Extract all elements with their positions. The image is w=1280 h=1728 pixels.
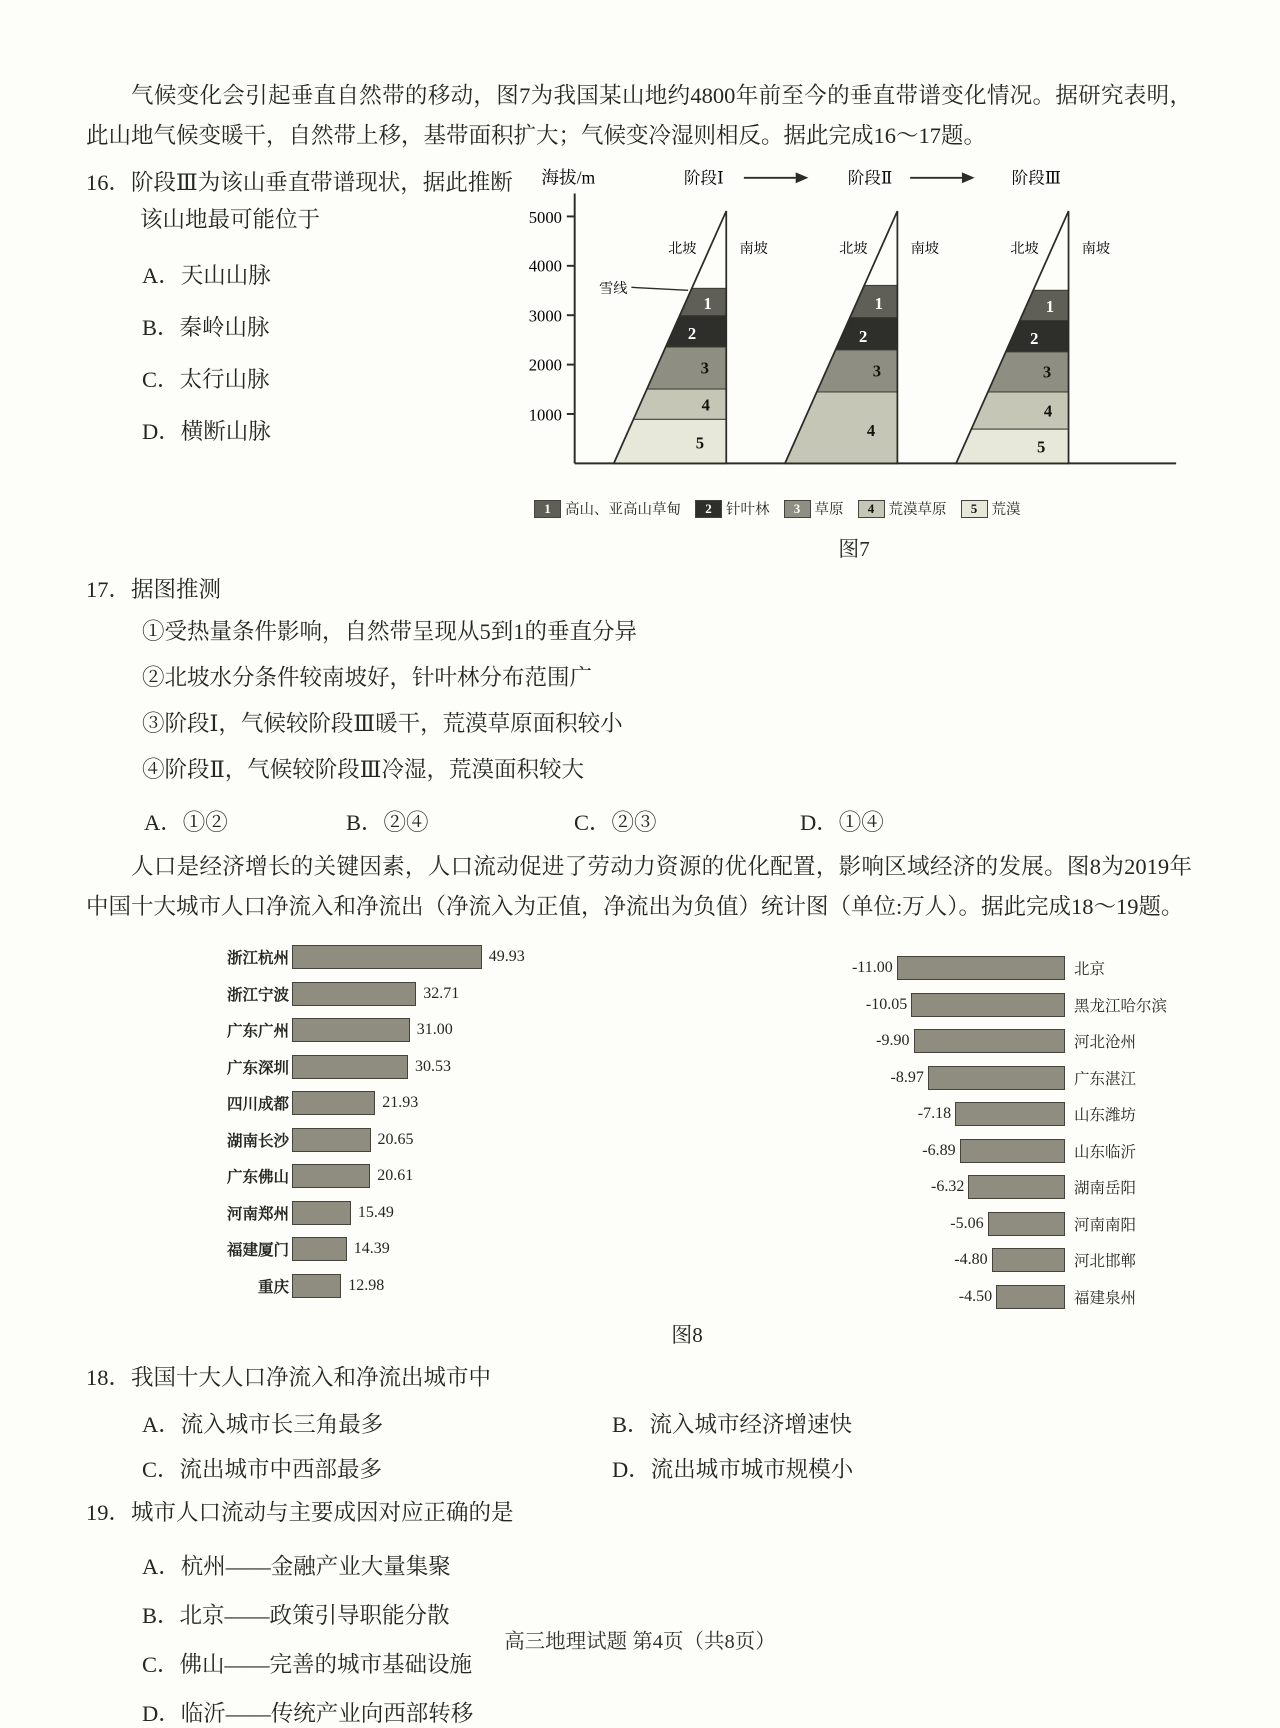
city-label: 广东广州 — [226, 1023, 289, 1041]
question-stem-text: 我国十大人口净流入和净流出城市中 — [131, 1365, 492, 1390]
question-number: 17． — [86, 577, 132, 602]
bar-row — [182, 1049, 707, 1086]
tick-label: 5000 — [528, 207, 562, 227]
city-label: 福建厦门 — [226, 1242, 289, 1260]
legend-label: 草原 — [814, 502, 844, 518]
question-18-stem — [86, 1359, 1192, 1397]
city-label: 湖南长沙 — [226, 1132, 289, 1150]
city-label: 山东潍坊 — [1074, 1107, 1137, 1125]
bar-row — [182, 939, 707, 976]
snowline-pointer — [631, 287, 688, 290]
outflow-chart — [707, 939, 1187, 1315]
statement-line: ④阶段Ⅱ，气候较阶段Ⅲ冷湿，荒漠面积较大 — [142, 757, 584, 782]
question-18 — [86, 1359, 1192, 1484]
outflow-bar — [996, 1285, 1065, 1309]
page-footer: 高三地理试题 第4页（共8页） — [504, 1631, 776, 1653]
outflow-bar — [960, 1139, 1065, 1163]
bar-row — [707, 987, 1187, 1024]
legend-swatch: 4 — [858, 500, 885, 518]
arrow-icon — [796, 172, 809, 183]
bar-value: -4.50 — [958, 1287, 993, 1305]
option-label: D． — [142, 419, 181, 444]
option — [574, 803, 800, 843]
option — [612, 1407, 1192, 1439]
outflow-bar — [968, 1175, 1065, 1199]
outflow-bar — [897, 956, 1065, 980]
city-label: 福建泉州 — [1074, 1289, 1137, 1307]
north-slope-label: 北坡 — [1010, 241, 1039, 258]
option-label: C． — [142, 1652, 180, 1677]
city-label: 黑龙江哈尔滨 — [1074, 997, 1168, 1015]
legend-swatch: 3 — [784, 500, 811, 518]
statement-line: ②北坡水分条件较南坡好，针叶林分布范围广 — [142, 665, 593, 690]
question-stem-text: 据图推测 — [131, 577, 222, 602]
bar-row — [707, 1206, 1187, 1243]
bar-value: 30.53 — [415, 1057, 451, 1075]
legend-item — [961, 498, 1021, 519]
option-text: 杭州——金融产业大量集聚 — [180, 1554, 451, 1579]
arrow-icon — [962, 172, 975, 183]
south-slope-label: 南坡 — [739, 241, 768, 258]
bar-row — [182, 1085, 707, 1122]
option-row — [142, 1696, 1192, 1728]
inflow-bar — [292, 982, 416, 1006]
zone-number: 1 — [874, 293, 883, 313]
snowline-label: 雪线 — [599, 281, 628, 298]
legend-label: 荒漠 — [991, 502, 1021, 518]
zone-band — [775, 285, 902, 317]
legend-item — [534, 498, 681, 519]
option-text: 秦岭山脉 — [179, 315, 270, 340]
outflow-bar — [988, 1212, 1065, 1236]
q16-figure7-row — [86, 160, 1192, 563]
bar-value: 20.65 — [377, 1130, 414, 1148]
question-16-stem — [86, 164, 516, 238]
bar-row — [182, 1012, 707, 1049]
option-text: ①② — [182, 810, 228, 835]
tick-label: 3000 — [528, 306, 562, 326]
option-label: B． — [346, 810, 384, 835]
tick-label: 1000 — [528, 405, 562, 425]
inflow-bar — [292, 1018, 410, 1042]
bar-row — [707, 1133, 1187, 1170]
outflow-bar — [955, 1102, 1065, 1126]
zone-band — [946, 352, 1073, 392]
inflow-bar — [292, 1128, 371, 1152]
inflow-bar — [292, 1274, 341, 1298]
option-text: 流出城市城市规模小 — [650, 1457, 854, 1482]
bar-row — [182, 1158, 707, 1195]
option — [612, 1452, 1192, 1484]
bar-value: 31.00 — [416, 1021, 453, 1039]
tick-label: 4000 — [528, 256, 562, 276]
north-slope-label: 北坡 — [668, 241, 697, 258]
zone-band — [604, 389, 731, 419]
zone-number: 2 — [1030, 329, 1039, 349]
bar-row — [182, 1122, 707, 1159]
city-label: 北京 — [1074, 961, 1106, 979]
option-label: A． — [144, 810, 183, 835]
figure7-caption: 图7 — [838, 537, 870, 561]
stage-label: 阶段Ⅲ — [1011, 168, 1061, 188]
zone-band — [946, 290, 1073, 320]
intro-paragraph-q16: 气候变化会引起垂直自然带的移动，图7为我国某山地约4800年前至今的垂直带谱变化情况。据研究表明，此山地气候变暖干，自然带上移，基带面积扩大；气候变冷湿则相反。据此完成16～17题。 — [86, 83, 1192, 148]
option — [142, 1407, 612, 1439]
option-label: B． — [142, 315, 180, 340]
mountain-stage-2 — [775, 285, 902, 463]
option-text: 流入城市长三角最多 — [180, 1412, 384, 1437]
question-17 — [86, 571, 1192, 843]
option — [346, 803, 574, 843]
option-label: C． — [142, 367, 180, 392]
city-label: 河南郑州 — [226, 1205, 289, 1223]
zone-number: 1 — [703, 293, 712, 313]
question-19-stem — [86, 1494, 1192, 1532]
option-row — [142, 310, 516, 342]
south-slope-label: 南坡 — [910, 241, 939, 258]
city-label: 广东佛山 — [226, 1169, 289, 1187]
zone-number: 3 — [1042, 362, 1052, 382]
outflow-bar — [911, 993, 1065, 1017]
statement-line: ①受热量条件影响，自然带呈现从5到1的垂直分异 — [142, 619, 638, 644]
option-row — [142, 414, 516, 446]
zone-number: 5 — [1036, 437, 1046, 457]
option-row — [142, 258, 516, 290]
legend-item — [784, 498, 844, 519]
mountain-stage-1 — [604, 288, 731, 463]
zone-band — [946, 429, 1073, 463]
zone-band — [946, 392, 1073, 429]
option-text: 佛山——完善的城市基础设施 — [179, 1652, 473, 1677]
bar-row — [182, 976, 707, 1013]
bar-value: -4.80 — [954, 1251, 988, 1269]
option-label: B． — [612, 1412, 650, 1437]
bar-value: 49.93 — [488, 948, 525, 966]
question-17-stem — [86, 571, 1192, 609]
question-number: 16． — [86, 170, 132, 195]
bar-value: -7.18 — [917, 1105, 952, 1123]
mountain-stage-3 — [946, 290, 1073, 463]
zone-band — [946, 321, 1073, 352]
bar-value: -11.00 — [851, 959, 893, 977]
legend-item — [858, 498, 947, 519]
option-text: 流入城市经济增速快 — [649, 1412, 853, 1437]
zone-number: 1 — [1045, 296, 1055, 316]
bar-row — [707, 1279, 1187, 1316]
option-label: D． — [612, 1457, 651, 1482]
bar-value: -5.06 — [950, 1214, 984, 1232]
option-label: A． — [142, 1554, 181, 1579]
option-label: D． — [800, 810, 839, 835]
bar-value: 12.98 — [348, 1276, 385, 1294]
option-text: 流出城市中西部最多 — [179, 1457, 383, 1482]
question-stem-text: 城市人口流动与主要成因对应正确的是 — [131, 1500, 514, 1525]
zone-band — [775, 392, 902, 463]
zone-number: 2 — [859, 327, 868, 347]
option-text: 太行山脉 — [179, 367, 270, 392]
bar-row — [707, 950, 1187, 987]
city-label: 河北沧州 — [1074, 1034, 1137, 1052]
bar-value: -8.97 — [890, 1068, 924, 1086]
city-label: 四川成都 — [226, 1096, 289, 1114]
inflow-bar — [292, 1237, 347, 1261]
figure8-caption: 图8 — [671, 1323, 703, 1347]
legend-label: 针叶林 — [726, 502, 770, 518]
elevation-axis-label: 海拔/m — [541, 167, 596, 188]
option-grid — [142, 1407, 1192, 1484]
outflow-bar — [992, 1248, 1065, 1272]
zone-number: 4 — [701, 395, 710, 415]
city-label: 浙江杭州 — [226, 950, 289, 968]
option-text: ①④ — [838, 810, 884, 835]
stage-label: 阶段Ⅱ — [847, 168, 893, 188]
zone-number: 2 — [687, 324, 697, 344]
zone-band — [775, 318, 902, 350]
option-label: A． — [142, 263, 181, 288]
zone-number: 3 — [872, 361, 882, 381]
inflow-chart — [182, 939, 707, 1315]
option — [142, 1452, 612, 1484]
inflow-bar — [292, 1164, 370, 1188]
option-row — [142, 1549, 1192, 1581]
legend-label: 高山、亚高山草甸 — [565, 502, 681, 518]
inflow-bar — [292, 1055, 408, 1079]
zone-number: 3 — [700, 358, 709, 378]
bar-value: 21.93 — [382, 1094, 419, 1112]
bar-row — [707, 1242, 1187, 1279]
option-label: B． — [142, 1603, 180, 1628]
city-label: 河南南阳 — [1074, 1216, 1137, 1234]
legend-label: 荒漠草原 — [888, 502, 947, 518]
option — [144, 803, 346, 843]
option-text: 横断山脉 — [180, 419, 271, 444]
bar-value: 15.49 — [357, 1203, 394, 1221]
option-text: ②④ — [383, 810, 429, 835]
zone-band — [775, 350, 902, 392]
figure8 — [182, 939, 1192, 1315]
city-label: 山东临沂 — [1074, 1143, 1137, 1161]
option-row — [144, 803, 1192, 843]
legend-swatch: 5 — [961, 500, 988, 518]
zone-number: 4 — [1043, 401, 1053, 421]
outflow-bar — [928, 1066, 1065, 1090]
north-slope-label: 北坡 — [839, 241, 868, 258]
question-stem-text: 阶段Ⅲ为该山垂直带谱现状，据此推断该山地最可能位于 — [131, 170, 513, 232]
option-text: ②③ — [611, 810, 657, 835]
city-label: 广东湛江 — [1074, 1070, 1137, 1088]
inflow-bar — [292, 1091, 375, 1115]
bar-row — [707, 1060, 1187, 1097]
south-slope-label: 南坡 — [1081, 241, 1111, 258]
option-label: C． — [142, 1457, 180, 1482]
question-16 — [86, 160, 516, 563]
zone-number: 4 — [866, 420, 876, 440]
figure7-legend — [534, 498, 1192, 519]
bar-value: -9.90 — [876, 1032, 910, 1050]
option-text: 天山山脉 — [180, 263, 271, 288]
inflow-bar — [292, 945, 482, 969]
inflow-bar — [292, 1201, 351, 1225]
bar-row — [182, 1268, 707, 1305]
bar-row — [707, 1023, 1187, 1060]
option-text: 北京——政策引导职能分散 — [179, 1603, 450, 1628]
bar-value: -6.89 — [922, 1141, 956, 1159]
bar-row — [707, 1096, 1187, 1133]
option-row — [142, 362, 516, 394]
figure7-diagram — [516, 162, 1181, 487]
city-label: 重庆 — [257, 1278, 289, 1296]
city-label: 河北邯郸 — [1074, 1253, 1137, 1271]
bar-value: -10.05 — [865, 995, 908, 1013]
bar-value: -6.32 — [930, 1178, 965, 1196]
figure7 — [516, 160, 1192, 563]
outflow-bar — [914, 1029, 1066, 1053]
bar-row — [707, 1169, 1187, 1206]
bar-value: 32.71 — [423, 984, 460, 1002]
question-19 — [86, 1494, 1192, 1728]
option-text: 临沂——传统产业向西部转移 — [180, 1701, 474, 1726]
city-label: 湖南岳阳 — [1074, 1180, 1137, 1198]
option-label: C． — [574, 810, 612, 835]
intro-paragraph-q18: 人口是经济增长的关键因素，人口流动促进了劳动力资源的优化配置，影响区域经济的发展。图8为2019年中国十大城市人口净流入和净流出（净流入为正值，净流出为负值）统计图（单位:万人）。据此完成18～19题。 — [86, 854, 1192, 919]
stage-label: 阶段Ⅰ — [683, 168, 724, 188]
bar-value: 14.39 — [353, 1240, 390, 1258]
bar-row — [182, 1231, 707, 1268]
bar-row — [182, 1195, 707, 1232]
statement-line: ③阶段Ⅰ，气候较阶段Ⅲ暖干，荒漠草原面积较小 — [142, 711, 623, 736]
city-label: 广东深圳 — [226, 1059, 289, 1077]
bar-value: 20.61 — [377, 1167, 414, 1185]
city-label: 浙江宁波 — [226, 986, 289, 1004]
option — [800, 803, 884, 843]
question-number: 18． — [86, 1365, 132, 1390]
question-number: 19． — [86, 1500, 132, 1525]
zone-number: 5 — [695, 433, 705, 453]
legend-item — [695, 498, 770, 519]
legend-swatch: 2 — [695, 500, 722, 518]
legend-swatch: 1 — [534, 500, 561, 518]
zone-band — [604, 347, 731, 389]
tick-label: 2000 — [528, 355, 562, 375]
option-label: A． — [142, 1412, 181, 1437]
option-label: D． — [142, 1701, 181, 1726]
